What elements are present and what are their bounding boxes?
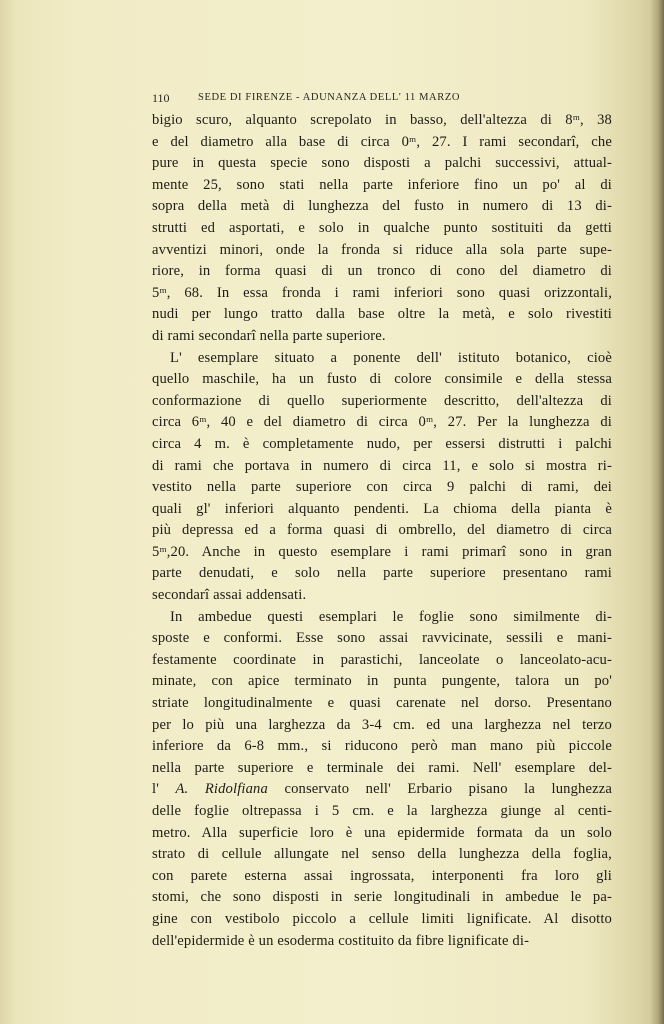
- paragraph: [152, 607, 612, 953]
- text-line: vestito nella parte superiore con circa 9 palchi di rami, dei: [152, 479, 612, 496]
- text-line: di rami che portava in numero di circa 11, e solo si mostra ri-: [152, 457, 612, 474]
- text-line: secondarî assai addensati.: [152, 587, 307, 604]
- text-line: l' A. Ridolfiana conservato nell' Erbario pisano la lunghezza: [152, 781, 612, 798]
- text-line: conformazione di quello superiormente descritto, dell'altezza di: [152, 392, 612, 409]
- text-line: di rami secondarî nella parte superiore.: [152, 327, 386, 344]
- text-line: quello maschile, ha un fusto di colore consimile e della stessa: [152, 371, 612, 388]
- text-line: sopra della metà di lunghezza del fusto in numero di 13 di-: [152, 198, 612, 215]
- text-line: gine con vestibolo piccolo a cellule limiti lignificate. Al disotto: [152, 910, 612, 927]
- text-line: circa 6ᵐ, 40 e del diametro di circa 0ᵐ, 27. Per la lunghezza di: [152, 414, 612, 431]
- text-line: inferiore da 6-8 mm., si riducono però man mano più piccole: [152, 738, 612, 755]
- text-line: con parete esterna assai ingrossata, interponenti fra loro gli: [152, 867, 612, 884]
- text-line: strato di cellule allungate nel senso della lunghezza della foglia,: [152, 846, 612, 863]
- text-line: 5ᵐ, 68. In essa fronda i rami inferiori sono quasi orizzontali,: [152, 284, 612, 301]
- paragraph: [152, 348, 612, 607]
- text-line: festamente coordinate in parastichi, lanceolate o lanceolato-acu-: [152, 651, 612, 668]
- text-line: 5ᵐ,20. Anche in questo esemplare i rami primarî sono in gran: [152, 543, 612, 560]
- taxon-name: A. Ridolfiana: [175, 781, 268, 798]
- text-line: stomi, che sono disposti in serie longitudinali in ambedue le pa-: [152, 889, 612, 906]
- paragraph: [152, 110, 612, 348]
- running-title: SEDE DI FIRENZE - ADUNANZA DELL' 11 MARZO: [198, 92, 461, 103]
- body-text: [152, 110, 612, 952]
- text-line: strutti ed asportati, e solo in qualche punto sostituiti da getti: [152, 219, 612, 236]
- text-line: nudi per lungo tratto dalla base oltre la metà, e solo rivestiti: [152, 306, 612, 323]
- text-line: L' esemplare situato a ponente dell' istituto botanico, cioè: [170, 349, 612, 366]
- text-line: avventizi minori, onde la fronda si riduce alla sola parte supe-: [152, 241, 612, 258]
- text-line: striate longitudinalmente e quasi carenate nel dorso. Presentano: [152, 695, 612, 712]
- text-line: parte denudati, e solo nella parte superiore presentano rami: [152, 565, 612, 582]
- text-line: pure in questa specie sono disposti a palchi successivi, attual-: [152, 155, 612, 172]
- text-line: metro. Alla superficie loro è una epidermide formata da un solo: [152, 824, 612, 841]
- text-line: più depressa ed a forma quasi di ombrello, del diametro di circa: [152, 522, 612, 539]
- text-line: In ambedue questi esemplari le foglie sono similmente di-: [170, 608, 612, 625]
- text-line: riore, in forma quasi di un tronco di cono del diametro di: [152, 263, 612, 280]
- text-line: quali gl' inferiori alquanto pendenti. La chioma della pianta è: [152, 500, 612, 517]
- text-line: dell'epidermide è un esoderma costituito da fibre lignificate di-: [152, 932, 530, 949]
- text-line: bigio scuro, alquanto screpolato in basso, dell'altezza di 8ᵐ, 38: [152, 112, 612, 128]
- page-number: 110: [152, 91, 170, 105]
- text-line: per lo più una larghezza da 3-4 cm. ed una larghezza nel terzo: [152, 716, 612, 733]
- text-line: minate, con apice terminato in punta pungente, talora un po': [152, 673, 612, 690]
- page-right-binding-shadow: [650, 0, 664, 1024]
- text-line: circa 4 m. è completamente nudo, per essersi distrutti i palchi: [152, 435, 612, 452]
- text-line: nella parte superiore e terminale dei rami. Nell' esemplare del-: [152, 759, 612, 776]
- text-line: e del diametro alla base di circa 0ᵐ, 27. I rami secondarî, che: [152, 133, 612, 150]
- page-left-shadow: [0, 0, 16, 1024]
- text-line: mente 25, sono stati nella parte inferiore fino un po' al di: [152, 176, 612, 193]
- running-head: [152, 91, 622, 109]
- text-line: delle foglie oltrepassa i 5 cm. e la larghezza giunge al centi-: [152, 803, 612, 819]
- text-line: sposte e conformi. Esse sono assai ravvicinate, sessili e mani-: [152, 630, 612, 647]
